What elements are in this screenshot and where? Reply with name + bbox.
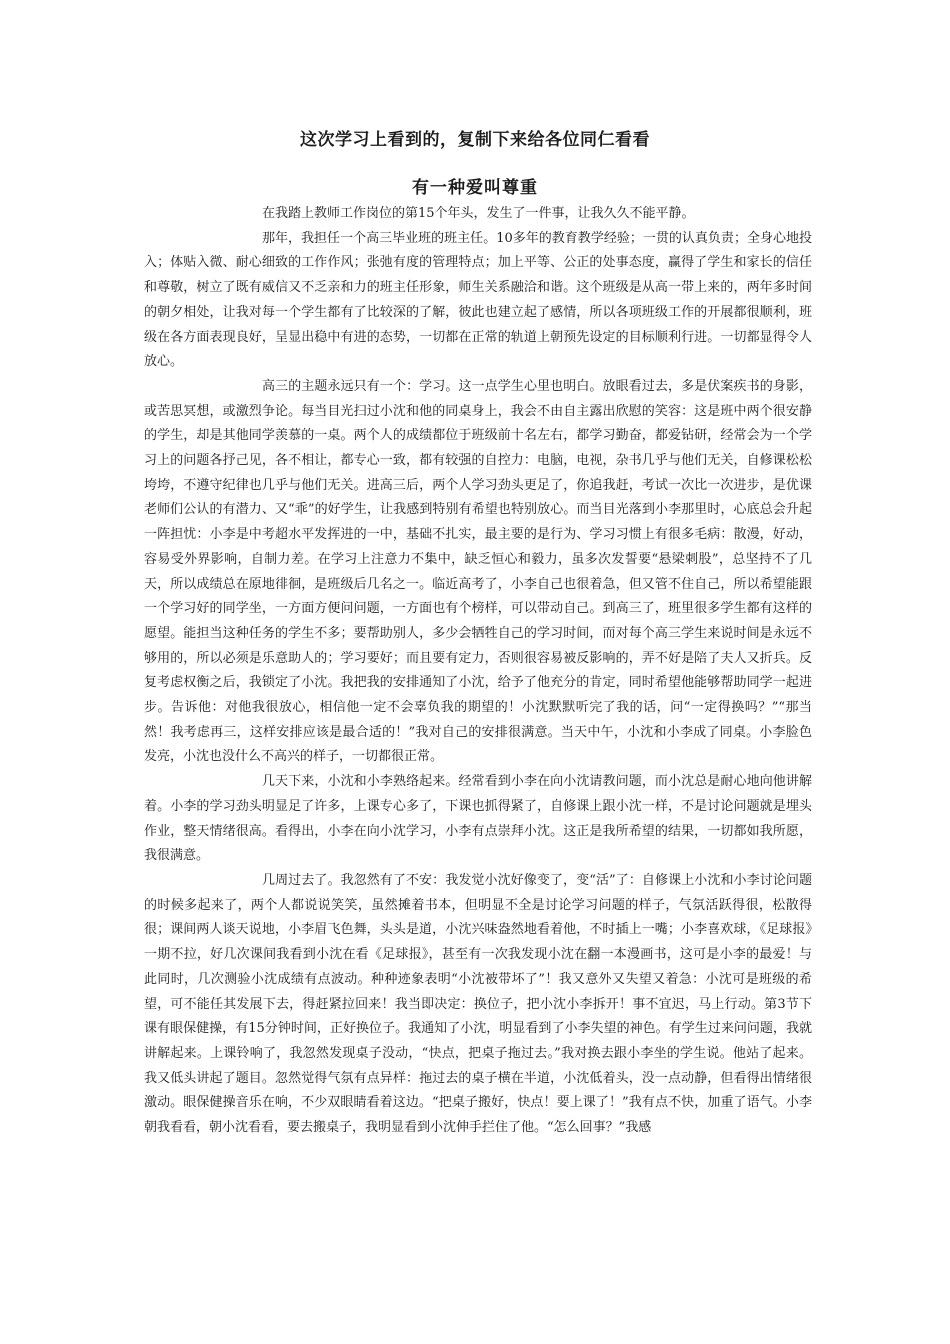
paragraph-4: 几天下来，小沈和小李熟络起来。经常看到小李在向小沈请教问题，而小沈总是耐心地向他讲解着。小李的学习劲头明显足了许多，上课专心多了，下课也抓得紧了，自修课上跟小沈一样，不是讨论问题就是埋头作业，整天情绪很高。看得出，小李在向小沈学习，小李有点崇拜小沈。这正是我所希望的结果，一切都如我所愿，我很满意。 bbox=[144, 774, 812, 864]
article-title: 有一种爱叫尊重 bbox=[412, 178, 538, 198]
paragraph-2: 那年，我担任一个高三毕业班的班主任。10多年的教育教学经验；一贯的认真负责；全身心地投入；体贴入微、耐心细致的工作作风；张弛有度的管理特点；加上平等、公正的处事态度，赢得了学生和家长的信任和尊敬，树立了既有威信又不乏亲和力的班主任形象，师生关系融洽和谐。这个班级是从高一带上来的，两年多时间的朝夕相处，让我对每一个学生都有了比较深的了解，彼此也建立起了感情，所以各项班级工作的开展都很顺利，班级在各方面表现良好，呈显出稳中有进的态势，一切都在正常的轨道上朝预先设定的目标顺利行进。一切都显得令人放心。 bbox=[144, 230, 812, 370]
article-body bbox=[144, 202, 812, 1141]
paragraph-1: 在我踏上教师工作岗位的第15个年头，发生了一件事，让我久久不能平静。 bbox=[262, 206, 695, 221]
header-title: 这次学习上看到的，复制下来给各位同仁看看 bbox=[300, 130, 650, 150]
paragraph-5: 几周过去了。我忽然有了不安：我发觉小沈好像变了，变“活”了：自修课上小沈和小李讨论问题的时候多起来了，两个人都说说笑笑，虽然摊着书本，但明显不全是讨论学习问题的样子，气氛活跃得很，松散得很；课间两人谈天说地，小李眉飞色舞，头头是道，小沈兴味盎然地看着他，不时插上一嘴；小李喜欢球，《足球报》一期不拉，好几次课间我看到小沈在看《足球报》，甚至有一次我发现小沈在翻一本漫画书，这可是小李的最爱！与此同时，几次测验小沈成绩有点波动。种种迹象表明“小沈被带坏了”！我又意外又失望又着急：小沈可是班级的希望，可不能任其发展下去，得赶紧拉回来！我当即决定：换位子，把小沈小李拆开！事不宜迟，马上行动。第3节下课有眼保健操，有15分钟时间，正好换位子。我通知了小沈，明显看到了小李失望的神色。有学生过来问问题，我就讲解起来。上课铃响了，我忽然发现桌子没动，“快点，把桌子拖过去。”我对换去跟小李坐的学生说。他站了起来。我又低头讲起了题目。忽然觉得气氛有点异样：拖过去的桌子横在半道，小沈低着头，没一点动静，但看得出情绪很激动。眼保健操音乐在响，不少双眼睛看着这边。“把桌子搬好，快点！要上课了！”我有点不快，加重了语气。小李朝我看看，朝小沈看看，要去搬桌子，我明显看到小沈伸手拦住了他。“怎么回事？”我感 bbox=[144, 872, 812, 1136]
paragraph-3: 高三的主题永远只有一个：学习。这一点学生心里也明白。放眼看过去，多是伏案疾书的身影，或苦思冥想，或激烈争论。每当目光扫过小沈和他的同桌身上，我会不由自主露出欣慰的笑容：这是班中两个很安静的学生，却是其他同学羡慕的一桌。两个人的成绩都位于班级前十名左右，都学习勤奋，都爱钻研，经常会为一个学习上的问题各抒己见，各不相让，都专心一致，都有较强的自控力：电脑，电视，杂书几乎与他们无关，自修课松松垮垮，不遵守纪律也几乎与他们无关。进高三后，两个人学习劲头更足了，你追我赶，考试一次比一次进步，是优课老师们公认的有潜力、又“乖”的好学生，让我感到特别有希望也特别放心。而当目光落到小李那里时，心底总会升起一阵担忧：小李是中考超水平发挥进的一中，基础不扎实，最主要的是行为、学习习惯上有很多毛病：散漫，好动，容易受外界影响，自制力差。在学习上注意力不集中，缺乏恒心和毅力，虽多次发誓要“悬梁刺股”，总坚持不了几天，所以成绩总在原地徘徊，是班级后几名之一。临近高考了，小李自己也很着急，但又管不住自己，所以希望能跟一个学习好的同学坐，一方面方便问问题，一方面也有个榜样，可以带动自己。到高三了，班里很多学生都有这样的愿望。能担当这种任务的学生不多；要帮助别人，多少会牺牲自己的学习时间，而对每个高三学生来说时间是永远不够用的，所以必须是乐意助人的；学习要好；而且要有定力，否则很容易被反影响的，弄不好是陪了夫人又折兵。反复考虑权衡之后，我锁定了小沈。我把我的安排通知了小沈，给予了他充分的肯定，同时希望他能够帮助同学一起进步。告诉他：对他我很放心，相信他一定不会辜负我的期望的！小沈默默听完了我的话，问“一定得换吗？”“那当然！我考虑再三，这样安排应该是最合适的！”我对自己的安排很满意。当天中午，小沈和小李成了同桌。小李脸色发亮，小沈也没什么不高兴的样子，一切都很正常。 bbox=[144, 378, 812, 765]
